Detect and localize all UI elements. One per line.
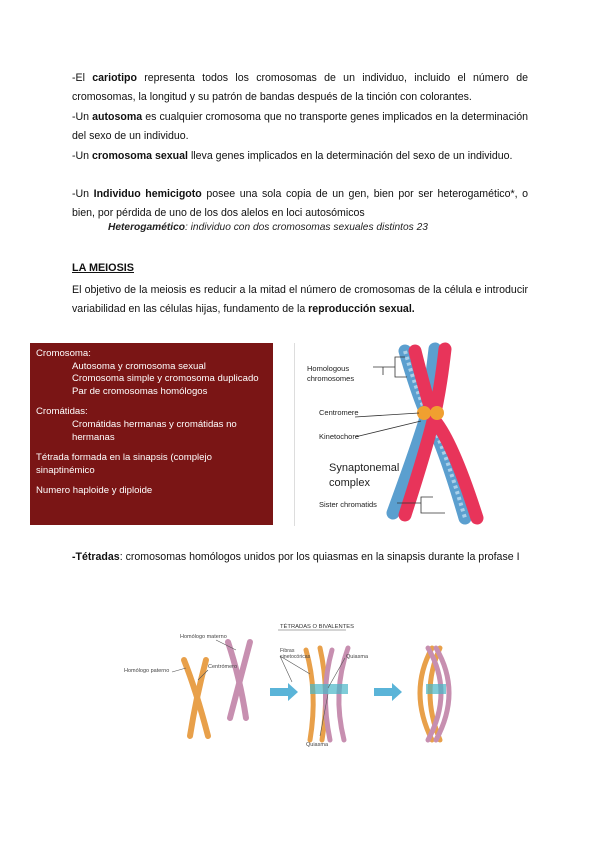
centromere-dot xyxy=(430,406,444,420)
intro-bold: reproducción sexual. xyxy=(308,303,415,315)
intro-text: El objetivo de la meiosis es reducir a la mitad el número de cromosomas de la célula e introducir variabilidad en las células hijas, fundamento de la xyxy=(72,284,528,315)
label-kinetochore: Kinetochore xyxy=(319,432,360,441)
label-cinetocoricas: cinetocóricas xyxy=(280,654,311,660)
heterogametico-note xyxy=(108,222,428,233)
box-tetrada: Tétrada formada en la sinapsis (complejo sinaptinémico xyxy=(36,452,212,476)
quiasma-band xyxy=(310,684,348,694)
para-text: lleva genes implicados en la determinación del sexo de un individuo. xyxy=(188,150,513,162)
term-cromosoma-sexual: cromosoma sexual xyxy=(92,150,188,162)
label-sister-chromatids: Sister chromatids xyxy=(319,500,377,509)
box-item: Cromosoma simple y cromosoma duplicado xyxy=(72,373,259,385)
term-autosoma: autosoma xyxy=(92,111,143,123)
label-quiasma-bottom: Quiasma xyxy=(306,742,329,748)
tetrad-figure xyxy=(124,618,470,758)
label-chromosomes: chromosomes xyxy=(307,374,355,383)
label-centromere: Centromere xyxy=(319,408,359,417)
para-prefix: -El xyxy=(72,72,93,84)
para-prefix: -Un xyxy=(72,188,94,200)
quiasma-band xyxy=(426,684,446,694)
box-item: Autosoma y cromosoma sexual xyxy=(72,360,206,372)
label-tetradas-title: TÉTRADAS O BIVALENTES xyxy=(280,624,354,630)
label-homologo-materno: Homólogo materno xyxy=(180,634,227,640)
tetrad-bivalent xyxy=(306,648,348,740)
section-heading: LA MEIOSIS xyxy=(72,262,134,274)
label-fibras: Fibras xyxy=(280,648,295,654)
meiosis-intro xyxy=(72,281,528,319)
label-homologo-paterno: Homólogo paterno xyxy=(124,668,170,674)
chromosome-materno xyxy=(228,642,250,718)
paragraph-cariotipo xyxy=(72,69,528,107)
paragraph-hemicigoto xyxy=(72,185,528,223)
note-text: : individuo con dos cromosomas sexuales distintos 23 xyxy=(185,222,428,233)
label-synaptonemal: Synaptonemal xyxy=(329,462,400,474)
summary-box xyxy=(30,343,273,525)
box-item: Par de cromosomas homólogos xyxy=(72,385,208,397)
tetrad-separating xyxy=(420,648,449,740)
paragraph-sexual xyxy=(72,147,528,166)
label-homologous: Homologous xyxy=(307,364,350,373)
box-numero: Numero haploide y diploide xyxy=(36,485,153,497)
term-cariotipo: cariotipo xyxy=(92,72,137,84)
term-hemicigoto: Individuo hemicigoto xyxy=(93,188,202,200)
para-prefix: -Un xyxy=(72,111,93,123)
paragraph-autosoma xyxy=(72,108,528,146)
chromosome-paterno xyxy=(184,660,208,736)
centromere-dot xyxy=(417,406,431,420)
note-term: Heterogamético xyxy=(108,222,185,233)
box-cromatidas: Cromátidas: xyxy=(36,406,88,418)
label-quiasma-top: Quiasma xyxy=(346,654,369,660)
label-complex: complex xyxy=(329,477,370,489)
label-centromero: Centrómero xyxy=(208,664,238,670)
paragraph-tetradas xyxy=(72,548,528,567)
box-cromosoma: Cromosoma: xyxy=(36,348,91,359)
box-item: Cromátidas hermanas y cromátidas no hermanas xyxy=(72,418,237,443)
para-prefix: -Un xyxy=(72,150,93,162)
synapsis-figure xyxy=(295,343,595,528)
chromosome-drawing xyxy=(393,349,477,518)
para-text: posee una sola copia de un gen, bien por ser heterogamético*, o bien, por pérdida de uno de los dos alelos en loci autosómicos xyxy=(72,188,529,219)
term-tetradas: -Tétradas xyxy=(72,551,120,563)
para-text: representa todos los cromosomas de un individuo, incluido el número de cromosomas, la longitud y su patrón de bandas después de la tinción con colorantes. xyxy=(72,72,528,103)
para-text: es cualquier cromosoma que no transporte genes implicados en la determinación del sexo de un individuo. xyxy=(72,111,529,142)
para-text: : cromosomas homólogos unidos por los quiasmas en la sinapsis durante la profase I xyxy=(119,551,520,563)
